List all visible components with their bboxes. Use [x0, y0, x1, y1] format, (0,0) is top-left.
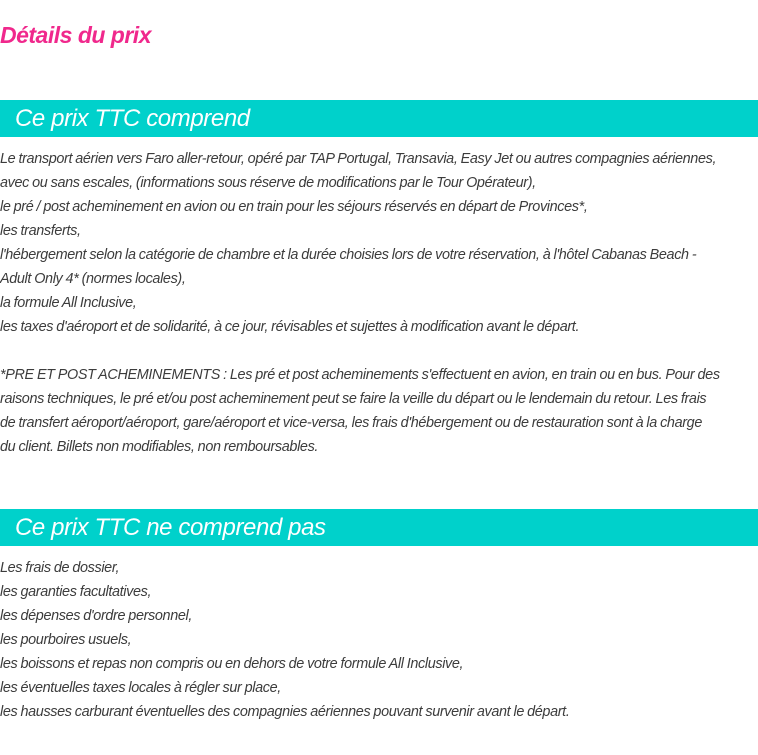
included-item: la formule All Inclusive,: [0, 295, 137, 311]
not-included-item: les pourboires usuels,: [0, 632, 132, 648]
not-included-item: les hausses carburant éventuelles des compagnies aériennes pouvant survenir avant le départ.: [0, 704, 570, 720]
included-item: le pré / post acheminement en avion ou en train pour les séjours réservés en départ de Provinces*,: [0, 199, 588, 215]
page-title: Détails du prix: [0, 22, 151, 48]
included-list: [0, 147, 758, 339]
not-included-item: les dépenses d'ordre personnel,: [0, 608, 193, 624]
not-included-item: les éventuelles taxes locales à régler sur place,: [0, 680, 281, 696]
included-item: les taxes d'aéroport et de solidarité, à ce jour, révisables et sujettes à modification avant le départ.: [0, 319, 580, 335]
included-item: avec ou sans escales, (informations sous réserve de modifications par le Tour Opérateur),: [0, 175, 536, 191]
section-heading-included: Ce prix TTC comprend: [0, 100, 758, 137]
not-included-item: les garanties facultatives,: [0, 584, 152, 600]
transfer-note: [0, 363, 758, 459]
note-line: du client. Billets non modifiables, non remboursables.: [0, 439, 319, 455]
included-item: les transferts,: [0, 223, 81, 239]
included-item: Le transport aérien vers Faro aller-retour, opéré par TAP Portugal, Transavia, Easy Jet ou autres compagnies aériennes,: [0, 151, 717, 167]
not-included-item: Les frais de dossier,: [0, 560, 120, 576]
not-included-item: les boissons et repas non compris ou en dehors de votre formule All Inclusive,: [0, 656, 464, 672]
note-line: *PRE ET POST ACHEMINEMENTS : Les pré et post acheminements s'effectuent en avion, en train ou en bus. Pour des: [0, 367, 720, 383]
section-heading-not-included: Ce prix TTC ne comprend pas: [0, 509, 758, 546]
note-line: raisons techniques, le pré et/ou post acheminement peut se faire la veille du départ ou le lendemain du retour. Les frais: [0, 391, 707, 407]
included-item: Adult Only 4* (normes locales),: [0, 271, 186, 287]
note-line: de transfert aéroport/aéroport, gare/aéroport et vice-versa, les frais d'hébergement ou de restauration sont à la charge: [0, 415, 702, 431]
included-item: l'hébergement selon la catégorie de chambre et la durée choisies lors de votre réservation, à l'hôtel Cabanas Beach -: [0, 247, 697, 263]
not-included-list: [0, 556, 758, 724]
